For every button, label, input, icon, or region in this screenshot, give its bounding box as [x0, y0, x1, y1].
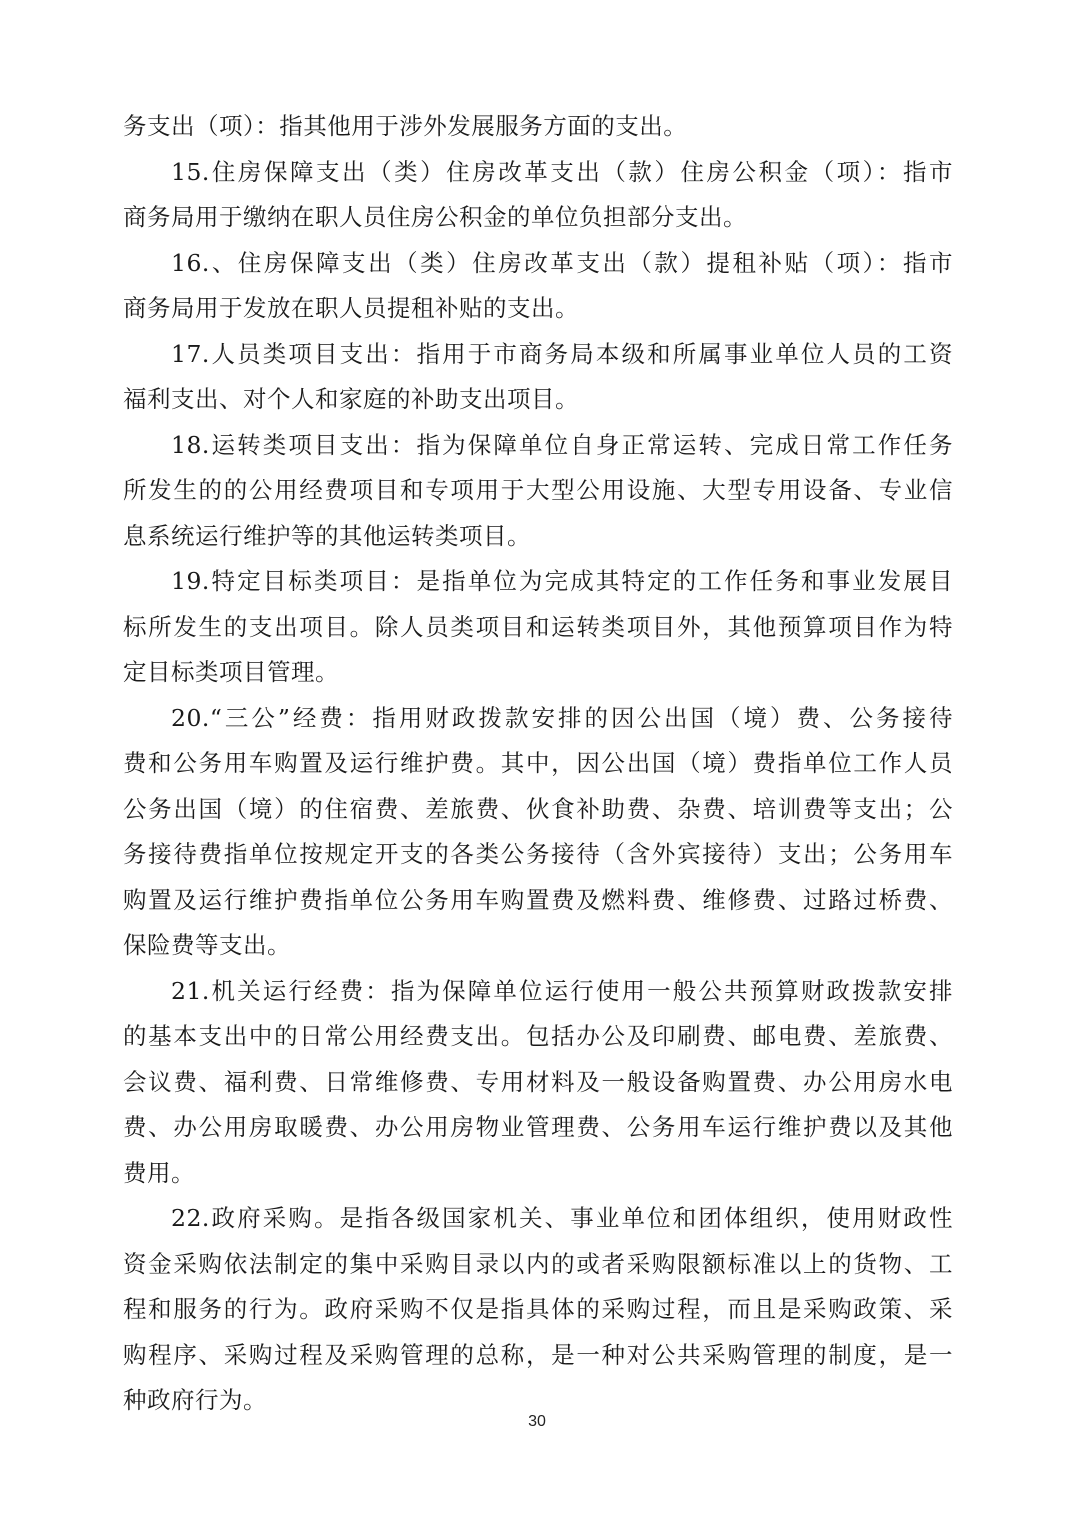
- text-line: 商务局用于缴纳在职人员住房公积金的单位负担部分支出。: [123, 203, 747, 231]
- text-line: 标所发生的支出项目。除人员类项目和运转类项目外，其他预算项目作为特: [123, 613, 953, 641]
- text-line: 的基本支出中的日常公用经费支出。包括办公及印刷费、邮电费、差旅费、: [123, 1022, 953, 1050]
- text-line: 保险费等支出。: [123, 931, 291, 959]
- text-line: 21.机关运行经费：指为保障单位运行使用一般公共预算财政拨款安排: [171, 977, 953, 1005]
- text-line: 费用。: [123, 1159, 195, 1187]
- text-line: 19.特定目标类项目：是指单位为完成其特定的工作任务和事业发展目: [171, 567, 953, 595]
- text-line: 购置及运行维护费指单位公务用车购置费及燃料费、维修费、过路过桥费、: [123, 886, 953, 914]
- text-line: 商务局用于发放在职人员提租补贴的支出。: [123, 294, 579, 322]
- text-line: 务接待费指单位按规定开支的各类公务接待（含外宾接待）支出；公务用车: [123, 840, 953, 868]
- text-line: 福利支出、对个人和家庭的补助支出项目。: [123, 385, 579, 413]
- text-line: 定目标类项目管理。: [123, 658, 339, 686]
- text-line: 资金采购依法制定的集中采购目录以内的或者采购限额标准以上的货物、工: [123, 1250, 953, 1278]
- text-line: 17.人员类项目支出：指用于市商务局本级和所属事业单位人员的工资: [171, 340, 953, 368]
- text-line: 息系统运行维护等的其他运转类项目。: [123, 522, 531, 550]
- text-line: 会议费、福利费、日常维修费、专用材料及一般设备购置费、办公用房水电: [123, 1068, 953, 1096]
- page-number: 30: [528, 1413, 546, 1430]
- text-line: 程和服务的行为。政府采购不仅是指具体的采购过程，而且是采购政策、采: [123, 1295, 953, 1323]
- text-line: 16.、住房保障支出（类）住房改革支出（款）提租补贴（项）：指市: [171, 249, 953, 277]
- text-line: 所发生的的公用经费项目和专项用于大型公用设施、大型专用设备、专业信: [123, 476, 953, 504]
- text-line: 种政府行为。: [123, 1386, 267, 1414]
- text-line: 费、办公用房取暖费、办公用房物业管理费、公务用车运行维护费以及其他: [123, 1113, 953, 1141]
- text-line: 20.“三公”经费：指用财政拨款安排的因公出国（境）费、公务接待: [171, 704, 953, 732]
- text-line: 购程序、采购过程及采购管理的总称，是一种对公共采购管理的制度，是一: [123, 1341, 953, 1369]
- text-line: 22.政府采购。是指各级国家机关、事业单位和团体组织，使用财政性: [171, 1204, 953, 1232]
- text-line: 务支出（项）：指其他用于涉外发展服务方面的支出。: [123, 112, 688, 140]
- text-line: 费和公务用车购置及运行维护费。其中，因公出国（境）费指单位工作人员: [123, 749, 953, 777]
- text-line: 18.运转类项目支出：指为保障单位自身正常运转、完成日常工作任务: [171, 431, 953, 459]
- text-line: 公务出国（境）的住宿费、差旅费、伙食补助费、杂费、培训费等支出；公: [123, 795, 953, 823]
- text-line: 15.住房保障支出（类）住房改革支出（款）住房公积金（项）：指市: [171, 158, 953, 186]
